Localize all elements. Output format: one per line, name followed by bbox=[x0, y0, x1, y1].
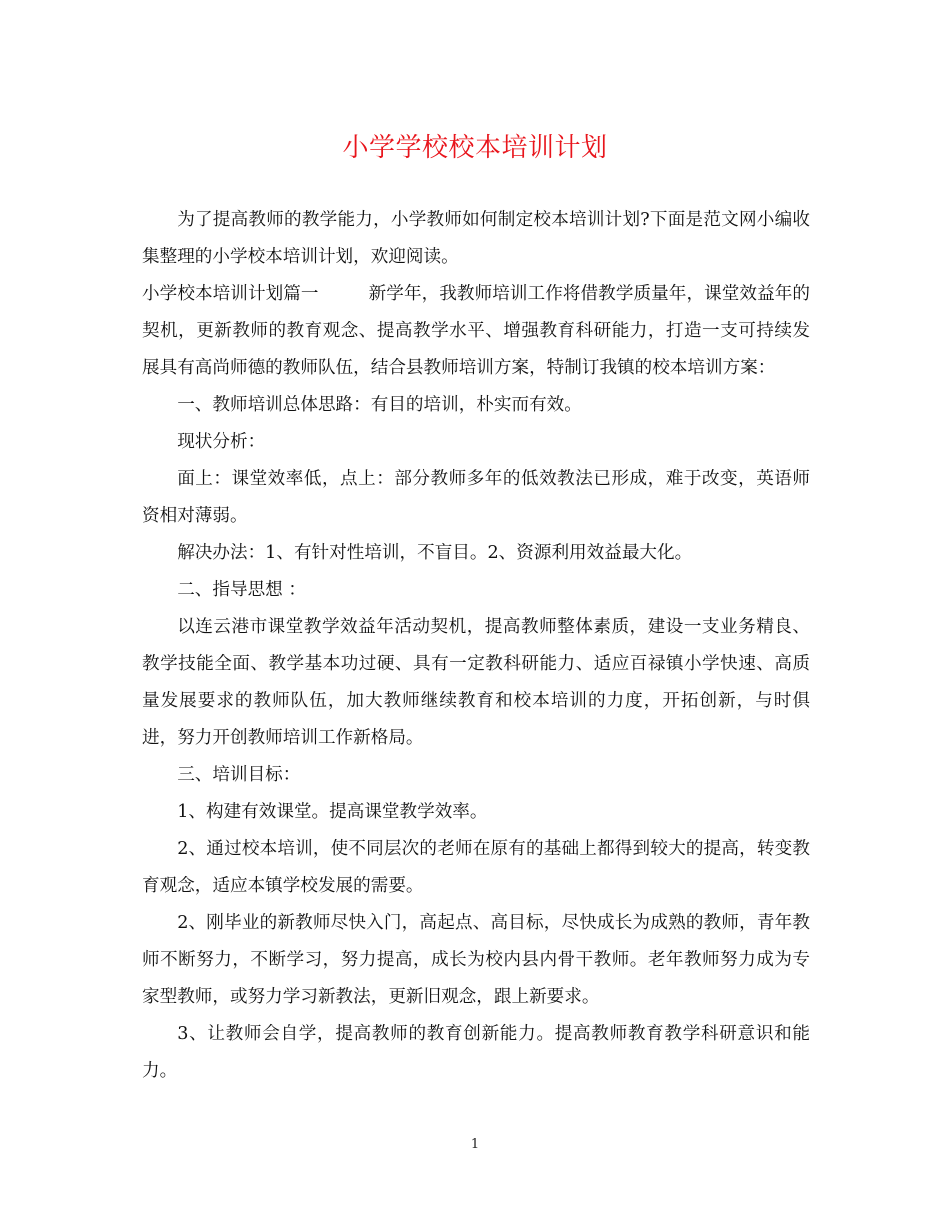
paragraph-status: 现状分析： bbox=[177, 432, 266, 452]
paragraph-goal-2a: 2、通过校本培训，使不同层次的老师在原有的基础上都得到较大的提高，转变教育观念，适应本镇学校发展的需要。 bbox=[142, 839, 810, 896]
paragraph-goal-1: 1、构建有效课堂。提高课堂教学效率。 bbox=[177, 802, 488, 822]
document-body bbox=[142, 202, 810, 1090]
intro-paragraph: 为了提高教师的教学能力，小学教师如何制定校本培训计划?下面是范文网小编收集整理的小学校本培训计划，欢迎阅读。 bbox=[142, 210, 810, 267]
paragraph-thinking: 一、教师培训总体思路：有目的培训，朴实而有效。 bbox=[177, 395, 582, 415]
section-paragraph bbox=[142, 276, 810, 387]
page-number: 1 bbox=[470, 1137, 480, 1152]
paragraph-solution: 解决办法：1、有针对性培训，不盲目。2、资源利用效益最大化。 bbox=[177, 543, 693, 563]
paragraph-goals-heading: 三、培训目标： bbox=[177, 765, 301, 785]
section-heading: 小学校本培训计划篇一 bbox=[142, 284, 319, 304]
paragraph-goal-3: 3、让教师会自学，提高教师的教育创新能力。提高教师教育教学科研意识和能力。 bbox=[142, 1024, 810, 1081]
paragraph-guiding-text: 以连云港市课堂教学效益年活动契机，提高教师整体素质，建设一支业务精良、教学技能全面、教学基本功过硬、具有一定教科研能力、适应百禄镇小学快速、高质量发展要求的教师队伍，加大教师继续教育和校本培训的力度，开拓创新，与时俱进，努力开创教师培训工作新格局。 bbox=[142, 617, 810, 748]
paragraph-goal-2b: 2、刚毕业的新教师尽快入门，高起点、高目标，尽快成长为成熟的教师，青年教师不断努力，不断学习，努力提高，成长为校内县内骨干教师。老年教师努力成为专家型教师，或努力学习新教法，更新旧观念，跟上新要求。 bbox=[142, 913, 810, 1007]
paragraph-surface: 面上：课堂效率低，点上：部分教师多年的低效教法已形成，难于改变，英语师资相对薄弱。 bbox=[142, 469, 810, 526]
document-title: 小学学校校本培训计划 bbox=[342, 133, 608, 163]
section-text: 新学年，我教师培训工作将借教学质量年，课堂效益年的契机，更新教师的教育观念、提高教学水平、增强教育科研能力，打造一支可持续发展具有高尚师德的教师队伍，结合县教师培训方案，特制订我镇的校本培训方案： bbox=[142, 284, 810, 378]
paragraph-guiding-heading: 二、指导思想 ： bbox=[177, 580, 306, 600]
